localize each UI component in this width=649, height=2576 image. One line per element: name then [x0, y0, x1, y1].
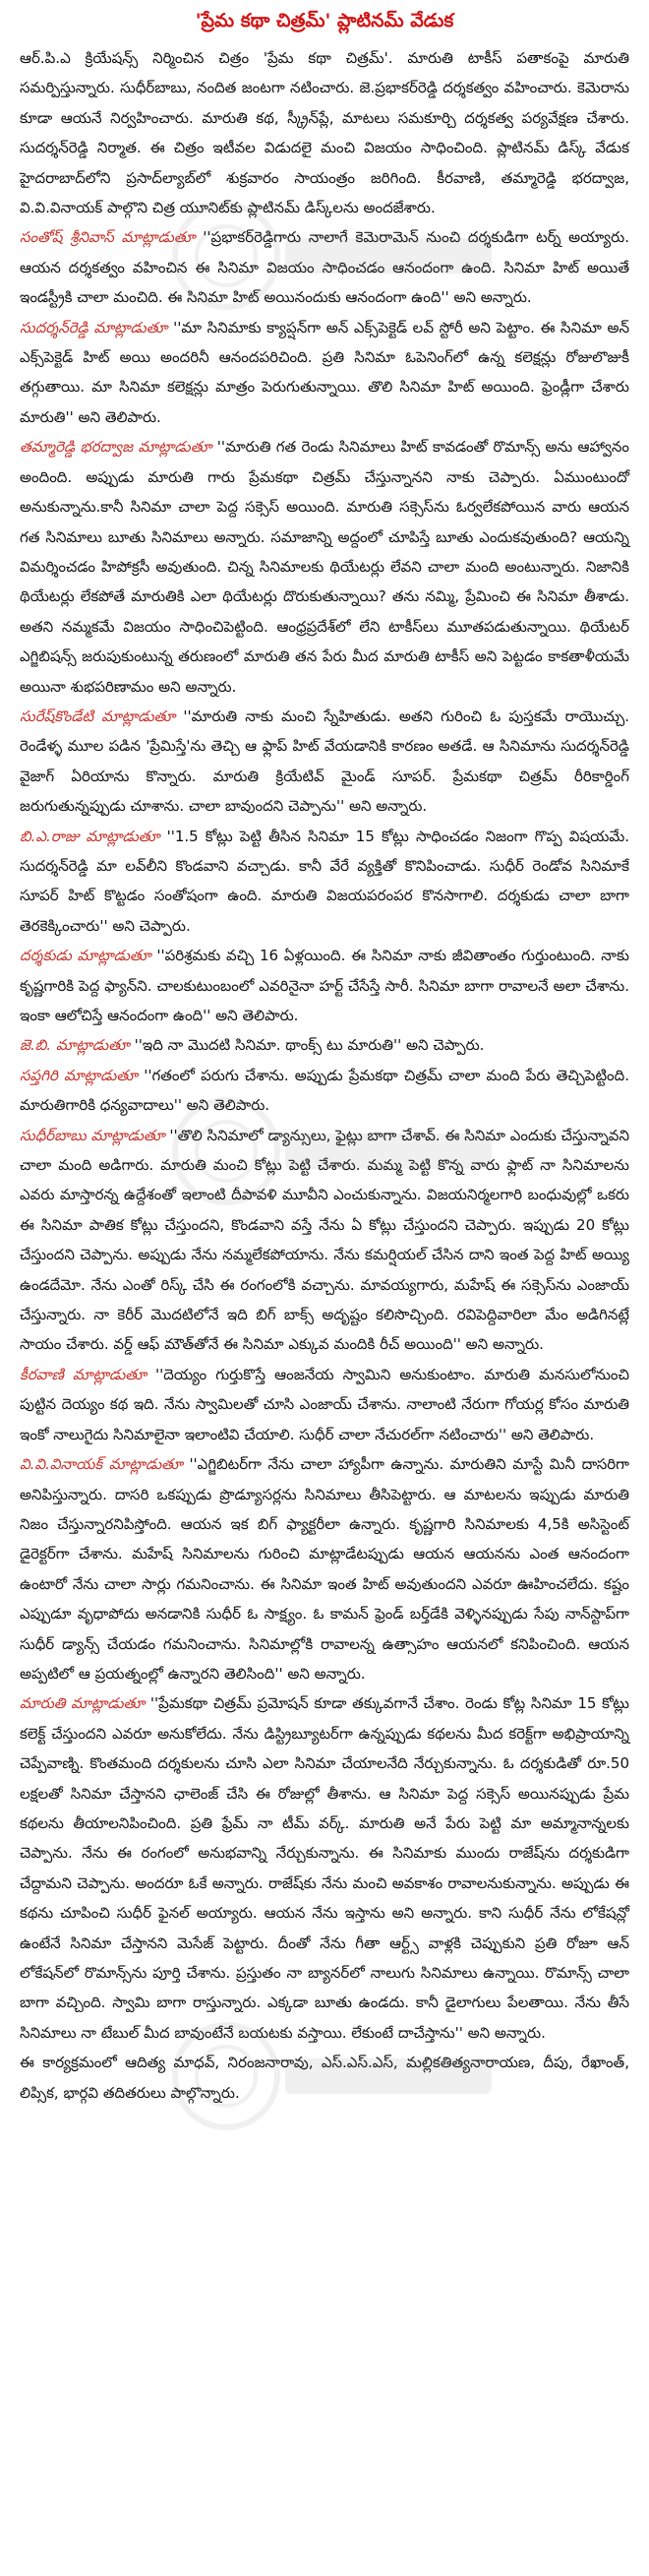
paragraph-text: ''మారుతి గత రెండు సినిమాలు హిట్ కావడంతో రొమాన్స్ అను ఆహ్వానం అందింది. అప్పుడు మారుతి గారు ప్రేమకథా చిత్రమ్ చేస్తున్నానని నాకు చెప్పారు. ఏముంటుందో అనుకున్నాను.కానీ సినిమా చాలా పెద్ద సక్సెస్ అయింది. మారుతి సక్సెస్‌ను ఓర్వలేకపోయిన వారు ఆయన గత సినిమాలు బూతు సినిమాలు అన్నారు. సమాజాన్ని అద్దంలో చూపిస్తే బూతు ఎందుకవుతుంది? ఆయన్ని విమర్శించడం హిపోక్రసీ అవుతుంది. చిన్న సినిమాలకు థియేటర్లు లేవని చాలా మంది అంటున్నారు. నిజానికి థియేటర్లు లేకపోతే మారుతికి ఎలా థియేటర్లు దొరుకుతున్నాయి? తను నమ్మి, ప్రేమించి ఈ సినిమా తీశాడు. అతని నమ్మకమే విజయం సాధించిపెట్టింది. ఆంధ్రప్రదేశ్‌లో లేని టాకీస్‌లు మూతపడుతున్నాయి. థియేటర్ ఎగ్జిబిషన్స్ జరుపుకుంటున్న తరుణంలో మారుతి తన పేరు మీద మారుతి టాకీస్ అని పెట్టడం కాకతాళీయమే అయినా శుభపరిణామం అని అన్నారు. [20, 438, 629, 696]
speaker-name: సుధీర్‌బాబు మాట్లాడుతూ [20, 1126, 165, 1144]
quote-paragraph [20, 1688, 629, 2048]
quote-paragraph [20, 822, 629, 942]
article-title: 'ప్రేమ కథా చిత్రమ్' ప్లాటినమ్ వేడుక [195, 10, 454, 31]
paragraph-text: ''1.5 కోట్లు పెట్టి తీసిన సినిమా 15 కోట్లు సాధించడం నిజంగా గొప్ప విషయమే. సుదర్శన్‌రెడ్డి మా లవ్‌లీని కొండవాని వచ్చాడు. కానీ వేరే వ్యక్తితో కొనిపించాడు. సుధీర్ రెండోవ సినిమాకే సూపర్ హిట్ కొట్టడం సంతోషంగా ఉంది. మారుతి విజయపరంపర కొనసాగాలి. దర్శకుడు చాలా బాగా తెరకెక్కించారు'' అని చెప్పారు. [20, 827, 630, 935]
speaker-name: తమ్మారెడ్డి భరద్వాజ మాట్లాడుతూ [20, 438, 212, 457]
intro-paragraph [20, 43, 629, 222]
paragraph-text: ''పరిశ్రమకు వచ్చి 16 ఏళ్లయింది. ఈ సినిమా నాకు జీవితాంతం గుర్తుంటుంది. నాకు కృష్ణగారికి పెద్ద ఫ్యాన్‌ని. చాలకుటుంబంలో ఎవరినైనా హర్ట్ చేసేస్తే సారీ. సినిమా బాగా రావాలనే అలా చేశాను. ఇంకా ఆలోచిస్తే ఆనందంగా ఉంది'' అని తెలిపారు. [20, 947, 629, 1024]
quote-paragraph [20, 941, 629, 1030]
paragraph-text: ''ఎగ్జిబిటర్‌గా నేను చాలా హ్యాపీగా ఉన్నాను. మారుతిని మాస్టే మినీ దాసరిగా అనిపిస్తున్నారు. దాసరి ఒకప్పుడు ప్రొడ్యూసర్లను సినిమాలు తీసిపెట్టారు. ఆ మాటలను ఇప్పుడు మారుతి నిజం చేస్తున్నారనిపిస్తోంది. ఆయన ఇక బిగ్ ఫ్యాక్టరీలా ఉన్నారు. కృష్ణగారి సినిమాలకు 4,5కి అసిస్టెంట్ డైరెక్టర్‌గా చేశాను. మహేష్ సినిమాలను గురించి మాట్లాడేటప్పుడు ఆయన ఆయనను ఎంత ఆనందంగా ఉంటారో నేను చాలా సార్లు గమనించాను. ఈ సినిమా ఇంత హిట్ అవుతుందని ఎవరూ ఊహించలేదు. కష్టం ఎప్పుడూ వృధాపోదు అనడానికి సుధీర్ ఓ సాక్ష్యం. ఓ కామన్ ఫ్రెండ్ బర్త్‌డేకి వెళ్ళినప్పుడు సేపు నాన్‌స్టాప్‌గా సుధీర్ డ్యాన్స్ చేయడం గమనించాను. సినిమాల్లోకి రావాలన్న ఉత్సాహం ఆయనలో కనిపించింది. ఆయన అప్పటిలో ఆ ప్రయత్నంల్లో ఉన్నారని తెలిసింది'' అని అన్నారు. [20, 1455, 629, 1683]
article [10, 0, 639, 2568]
speaker-name: సురేష్‌కొండేటి మాట్లాడుతూ [20, 706, 176, 725]
paragraph-text: ''మారుతి నాకు మంచి స్నేహితుడు. అతని గురించి ఓ పుస్తకమే రాయొచ్చు. రెండేళ్ళ మూల పడిన 'ప్రేమిస్తే'ను తెచ్చి ఆ ఫ్లాప్ హిట్ వేయడానికి కారణం అతడే. ఆ సినిమాను సుదర్శన్‌రెడ్డి వైజాగ్ ఏరియాను కొన్నారు. మారుతి క్రియేటివ్ మైండ్ సూపర్. ప్రేమకథా చిత్రమ్ రీరికార్డింగ్ జరుగుతున్నప్పుడు చూశాను. చాలా బావుందని చెప్పాను'' అని అన్నారు. [20, 706, 629, 816]
paragraph-text: ''తొలి సినిమాలో డ్యాన్సులు, ఫైట్లు బాగా చేశావ్. ఈ సినిమా ఎందుకు చేస్తున్నావని చాలా మంది అడిగారు. మారుతి మంచి కోట్లు పెట్టి చేశారు. మమ్మ పెట్టి కొన్న వారు ఫ్లాట్ నా సినిమాలను ఎవరు మాస్తారన్న ఉద్దేశంతో ఇలాంటి దీపావళి మూవీని ఎంచుకున్నాను. విజయనిర్మలగారి బంధువుల్లో ఒకరు ఈ సినిమా పాతిక కోట్లు చేస్తుందని, కొండవాని వస్తే నేను ఏ కోట్లు చేస్తుందని చెప్పారు. ఇప్పుడు 20 కోట్లు చేస్తుందని చెప్పాను. అప్పుడు నేను నమ్మలేకపోయాను. నేను కమర్షియల్ చేసిన దాని ఇంత పెద్ద హిట్ అయ్యి ఉండదేమో. నేను ఎంతో రిస్క్ చేసి ఈ రంగంలోకి వచ్చాను. మావయ్యగారు, మహేష్ ఈ సక్సెస్‌ను ఎంజాయ్ చేస్తున్నారు. నా కెరీర్ మొదటిలోనే ఇది బిగ్ బాక్స్ అదృష్టం కలిసొచ్చింది. రవిపెద్దివారిలా మేం అడిగినట్లే సాయం చేశారు. వర్డ్ ఆఫ్ మౌత్‌తోనే ఈ సినిమా ఎక్కువ మందికి రీచ్ అయింది'' అని అన్నారు. [20, 1126, 629, 1354]
speaker-name: కీరవాణి మాట్లాడుతూ [20, 1365, 147, 1383]
quote-paragraph [20, 432, 629, 702]
speaker-name: మారుతి మాట్లాడుతూ [20, 1694, 146, 1713]
paragraph-text: ''ప్రేమకథా చిత్రమ్ ప్రమోషన్ కూడా తక్కువగానే చేశాం. రెండు కోట్ల సినిమా 15 కోట్లు కలెక్ట్ చేస్తుందని ఎవరూ అనుకోలేదు. నేను డిస్ట్రిబ్యూటర్‌గా ఉన్నప్పుడు కథలను మీద కరెక్ట్‌గా అభిప్రాయాన్ని చెప్పేవాణ్ని. కొంతమంది దర్శకులను చూసి ఎలా సినిమా చేయాలనేది నేర్చుకున్నాను. ఓ దర్శకుడితో రూ.50 లక్షలతో సినిమా చేస్తానని ఛాలెంజ్ చేసి ఈ రోజుల్లో తీశాను. ఆ సినిమా పెద్ద సక్సెస్ అయినప్పుడు ప్రేమ కథలను తీయాలనిపించింది. ప్రతి ఫ్రేమ్ నా టీమ్ వర్క్. మారుతి అనే పేరు పెట్టి మా అమ్మానాన్నలకు చెప్పాను. నేను ఈ రంగంలో అనుభవాన్ని నేర్చుకున్నాను. ఈ సినిమాకు ముందు రాజేష్‌ను దర్శకుడిగా చేద్దామని చెప్పాను. అందరూ ఓకే అన్నారు. రాజేష్‌కు నేను మంచి అవకాశం రావాలనుకున్నాను. అప్పుడు ఈ కథను చూపించి సుధీర్ ఫైనల్ అయ్యారు. ఆయన నేను ఇస్తాను అని అన్నారు. కాని సుధీర్ నేను లోకేషన్లో ఉంటేనే సినిమా చేస్తానని మెసేజ్ పెట్టారు. దీంతో నేను గీతా ఆర్ట్స్ వాళ్లకి చెప్పుకుని ప్రతి రోజూ ఆన్ లోకేషన్‌లో రొమాన్స్‌ను పూర్తి చేశాను. ప్రస్తుతం నా బ్యానర్‌లో నాలుగు సినిమాలు ఉన్నాయి. రొమాన్స్ చాలా బాగా వచ్చింది. స్వామి బాగా రాస్తున్నారు. ఎక్కడా బూతు ఉండదు. కానీ డైలాగులు పేలతాయి. నేను తీసే సినిమాలు నా టేబుల్ మీద బావుంటేనే బయటకు వస్తాయి. లేకుంటే దాచేస్తాను'' అని అన్నారు. [20, 1694, 629, 2042]
closing-paragraph [20, 2048, 629, 2108]
quote-paragraph [20, 1121, 629, 1360]
paragraph-text: ''గతంలో పరుగు చేశాను. అప్పుడు ప్రేమకథా చిత్రమ్ చాలా మంది పేరు తెచ్చిపెట్టింది. మారుతిగారికి ధన్యవాదాలు'' అని తెలిపారు. [20, 1066, 629, 1115]
paragraph-text: ''మా సినిమాకు క్యాప్షన్‌గా అన్ ఎక్స్‌పెక్టెడ్ లవ్ స్టోరీ అని పెట్టాం. ఈ సినిమా అన్ ఎక్స్‌పెక్టెడ్ హిట్ అయి అందరినీ ఆనందపరిచింది. ప్రతి సినిమా ఓపెనింగ్‌లో ఉన్న కలెక్షన్లు రోజులొజుకీ తగ్గుతాయి. మా సినిమా కలెక్షన్లు మాత్రం పెరుగుతున్నాయి. తొలి సినిమా హిట్ అయింది. ఫ్రెండ్లీగా చేశారు మారుతి'' అని తెలిపారు. [20, 318, 629, 426]
quote-paragraph [20, 1061, 629, 1121]
quote-paragraph [20, 1360, 629, 1449]
quote-paragraph [20, 222, 629, 312]
paragraph-text: ఆర్.పి.ఎ క్రియేషన్స్ నిర్మించిన చిత్రం 'ప్రేమ కథా చిత్రమ్'. మారుతి టాకీస్ పతాకంపై మారుతి సమర్పిస్తున్నారు. సుధీర్‌బాబు, నందిత జంటగా నటించారు. జె.ప్రభాకర్‌రెడ్డి దర్శకత్వం వహించారు. కెమెరాను కూడా ఆయనే నిర్వహించారు. మారుతి కథ, స్క్రీన్‌ప్లే, మాటలు సమకూర్చి దర్శకత్వ పర్యవేక్షణ చేశారు. సుదర్శన్‌రెడ్డి నిర్మాత. ఈ చిత్రం ఇటీవల విడుదలై మంచి విజయం సాధించింది. ప్లాటినమ్ డిస్క్ వేడుక హైదరాబాద్‌లోని ప్రసాద్‌ల్యాబ్‌లో శుక్రవారం సాయంత్రం జరిగింది. కీరవాణి, తమ్మారెడ్డి భరద్వాజ, వి.వి.వినాయక్ పాల్గొని చిత్ర యూనిట్‌కు ప్లాటినమ్ డిస్క్‌లను అందజేశారు. [20, 49, 629, 217]
paragraph-text: ''ప్రభాకర్‌రెడ్డిగారు నాలాగే కెమెరామెన్ నుంచి దర్శకుడిగా టర్న్ అయ్యారు. ఆయన దర్శకత్వం వహించిన ఈ సినిమా విజయం సాధించడం ఆనందంగా ఉంది. సినిమా హిట్ అయితే ఇండస్ట్రీకి చాలా మంచిది. ఈ సినిమా హిట్ అయినందుకు ఆనందంగా ఉంది'' అని అన్నారు. [20, 228, 629, 307]
quote-paragraph [20, 1030, 629, 1060]
paragraph-text: ''దెయ్యం గుర్తుకొస్తే ఆంజనేయ స్వామిని అనుకుంటాం. మారుతి మనసులోనుంచి పుట్టిన దెయ్యం కథ ఇది. నేను స్వామిలతో చూసి ఎంజాయ్ చేశాను. నాలాంటి నేరుగా గోయర్ల కోసం మారుతి ఇంకో నాలుగైదు సినిమాలైనా ఇలాంటివి చేయాలి. సుధీర్ చాలా నేచురల్‌గా నటించారు'' అని తెలిపారు. [20, 1365, 629, 1443]
speaker-name: వి.వి.వినాయక్ మాట్లాడుతూ [20, 1455, 183, 1474]
quote-paragraph [20, 313, 629, 433]
quote-paragraph [20, 702, 629, 822]
speaker-name: సుదర్శన్‌రెడ్డి మాట్లాడుతూ [20, 318, 168, 337]
speaker-name: సప్తగిరి మాట్లాడుతూ [20, 1066, 139, 1084]
paragraph-text: ''ఇది నా మొదటి సినిమా. థాంక్స్ టు మారుతి'' అని చెప్పారు. [129, 1036, 485, 1055]
paragraph-text: ఈ కార్యక్రమంలో ఆదిత్య మాధవ్, నిరంజనారావు, ఎస్.ఎస్.ఎస్, మల్లికతిత్యనారాయణ, దీపు, రేఖాంత్, లిప్సిక, భార్గవి తదితరులు పాల్గొన్నారు. [20, 2054, 629, 2102]
speaker-name: బి.ఎ.రాజు మాట్లాడుతూ [20, 827, 160, 845]
speaker-name: సంతోష్ శ్రీనివాస్ మాట్లాడుతూ [20, 228, 196, 247]
speaker-name: జె.బి. మాట్లాడుతూ [20, 1036, 130, 1055]
quote-paragraph [20, 1449, 629, 1688]
speaker-name: దర్శకుడు మాట్లాడుతూ [20, 947, 151, 965]
